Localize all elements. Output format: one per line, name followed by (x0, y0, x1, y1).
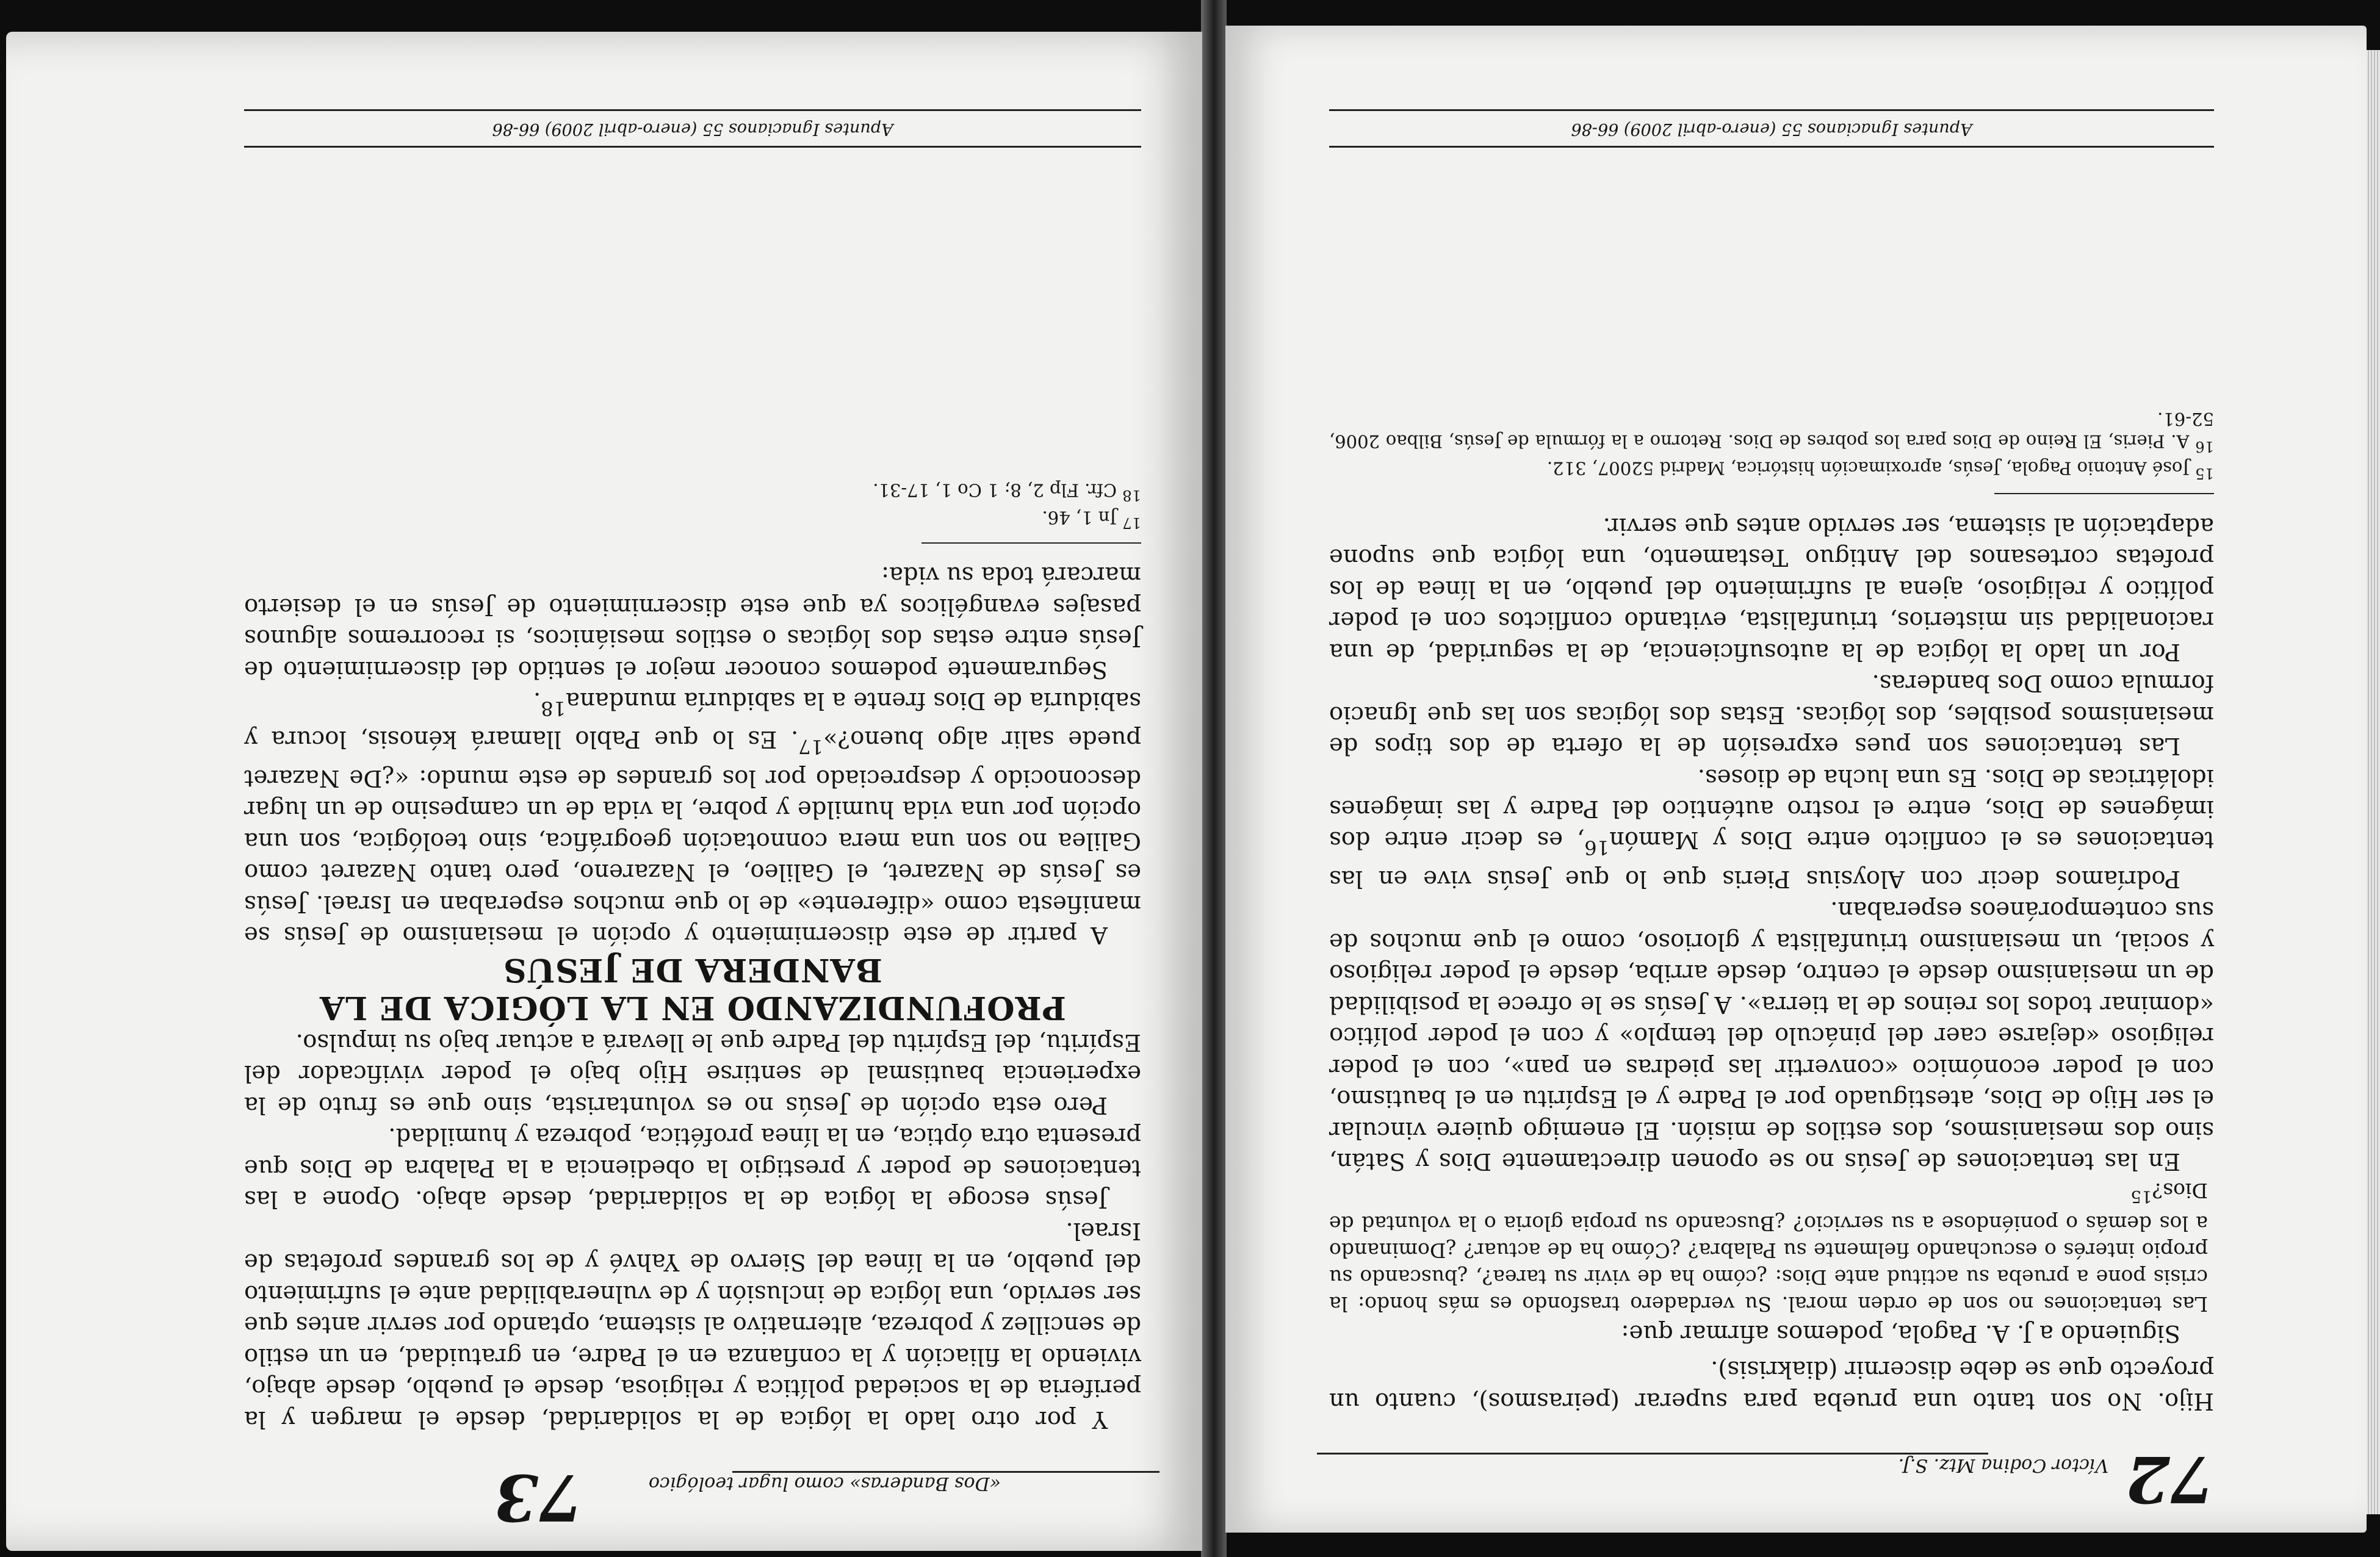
running-head-text: «Dos Banderas» como lugar teológico (648, 1473, 1001, 1494)
footnotes (1329, 408, 2214, 484)
paragraph: Seguramente podemos conocer mejor el sentido del discernimiento de Jesús entre estas dos lógicas o estilos mesiánicos, si recorremos algunos pasajes evangélicos ya que este discernimiento de Jesús en el desierto marcará toda su vida: (244, 561, 1141, 683)
page-footer: Apuntes Ignacianos 55 (enero-abril 2009) 66-86 (1571, 120, 1972, 138)
header-rule (732, 1471, 1159, 1473)
paragraph: Jesús escoge la lógica de la solidaridad, desde abajo. Opone a las tentaciones de poder y prestigio la obediencia a la Palabra de Dios que presenta otra óptica, en la línea profética, pobreza y humildad. (244, 1123, 1141, 1214)
footer-rule (244, 109, 1141, 111)
paragraph-text: Podríamos decir con Aloysius Pieris que lo que Jesús vive en las tentaciones es el conflicto entre Dios y Mamón (1329, 826, 2214, 893)
footnote (244, 506, 1141, 534)
paragraph: Y por otro lado la lógica de la solidaridad, desde el margen y la periferia de la sociedad política y religiosa, desde el pueblo, desde abajo, viviendo la filiación y la confianza en el Padre, en gratuidad, en un estilo de sencillez y pobreza, alternativo al sistema, optando por servir antes que ser servido, una lógica de inclusión y de vulnerabilidad ante el sufrimiento del pueblo, en la línea del Siervo de Yahvé y de los grandes profetas de Israel. (244, 1217, 1141, 1433)
paragraph: Por un lado la lógica de la autosuficiencia, de la seguridad, de una racionalidad sin misterios, triunfalista, evitando conflictos con el poder político y religioso, ajena al sufrimiento del pueblo, en la línea de los profetas cortesanos del Antiguo Testamento, una lógica que supone adaptación al sistema, ser servido antes que servir. (1329, 512, 2214, 666)
section-title: PROFUNDIZANDO EN LA LÓGICA DE LA BANDERA DE JESÚS (319, 951, 1066, 1027)
footnote (244, 480, 1141, 507)
footnote-rule (1994, 493, 2214, 494)
page-footer: Apuntes Ignacianos 55 (enero-abril 2009) 66-86 (492, 120, 893, 138)
footnote-ref: 15 (2130, 1187, 2152, 1207)
footnotes (244, 480, 1141, 534)
footnote-text: José Antonio Pagola, Jesús, aproximación histórica, Madrid 52007, 312. (1546, 458, 2190, 479)
right-running-head (494, 1460, 1001, 1535)
footnote-ref: 16 (1584, 836, 1610, 860)
right-page (6, 32, 1202, 1551)
footnote-number: 16 (2195, 437, 2214, 455)
footnote (1329, 458, 2214, 485)
paragraph: A partir de este discernimiento y opción el mesianismo de Jesús se manifiesta como «diferente» de lo que muchos esperaban en Israel. Jesús es Jesús de Nazaret, el Galileo, el Nazareno, pero tanto Nazaret como Galilea no son una mera connotación geográfica, sino teológica, son una opción por una vida humilde y pobre, la vida de un campesino de un lugar desconocido y despreciado por los grandes de este mundo: «¿De Nazaret puede salir algo bueno?»$^{17}$. Es lo que Pablo llamará kénosis, locura y sabiduría de Dios frente a la sabiduría mundana$^{18}$. (244, 687, 1141, 949)
footnote-text: Jn 1, 46. (1042, 507, 1117, 528)
paragraph: Siguiendo a J. A. Pagola, podemos afirmar que: (1621, 1320, 2180, 1347)
right-body (244, 480, 1141, 1435)
page-number: 72 (2126, 1442, 2214, 1517)
paragraph: Las tentaciones son pues expresión de la oferta de dos tipos de mesianismos posibles, dos lógicas. Estas dos lógicas son las que Ignacio formula como Dos banderas. (1329, 669, 2214, 760)
left-body (1329, 408, 2214, 1417)
footnote-text: A. Pieris, El Reino de Dios para los pobres de Dios. Retorno a la fórmula de Jesús, Bilbao 2006, 52-61. (1329, 408, 2214, 451)
paragraph: Hijo. No son tanto una prueba para superar (peirasmos), cuanto un proyecto que se debe discernir (diakrisis). (1329, 1356, 2214, 1415)
paragraph: En las tentaciones de Jesús no se oponen directamente Dios y Satán, sino dos mesianismos, dos estilos de misión. El enemigo quiere vincular el ser Hijo de Dios, atestiguado por el Padre y el Espíritu en el bautismo, con el poder económico «convertir las piedras en pan», con el poder religioso «dejarse caer del pináculo del templo» y con el poder político «dominar todos los reinos de la tierra». A Jesús se le ofrece la posibilidad de un mesianismo desde el centro, desde arriba, desde el poder religioso y social, un mesianismo triunfalista y glorioso, como el que muchos de sus contemporáneos esperaban. (1329, 896, 2214, 1176)
left-page (1225, 26, 2367, 1533)
footnote-ref: 17 (798, 735, 824, 759)
footnote-number: 18 (1122, 487, 1141, 505)
footnote-number: 17 (1122, 514, 1141, 531)
footnote-ref: 18 (541, 697, 566, 721)
running-head-text: Víctor Codina Mtz. S.J. (1898, 1455, 2109, 1476)
paragraph-text: . Es lo que Pablo llamará kénosis, locura y sabiduría de Dios frente a la sabiduría mundana (244, 687, 1141, 753)
footer-rule (1329, 109, 2214, 111)
footnote-text: Cfr. Flp 2, 8; 1 Co 1, 17-31. (873, 480, 1117, 501)
paragraph-text: , es decir entre dos imágenes de Dios, entre el rostro auténtico del Padre y las imágenes idolátricas de Dios. Es una lucha de dioses. (1329, 763, 2214, 854)
left-running-head (1898, 1442, 2214, 1517)
footnote (1329, 408, 2214, 458)
footnote-number: 15 (2195, 465, 2214, 483)
footer-rule (1329, 146, 2214, 148)
quote-text: Las tentaciones no son de orden moral. Su verdadero trasfondo es más hondo: la crisis pone a prueba su actitud ante Dios: ¿cómo ha de vivir su tarea?, ¿buscando su propio interés o escuchando fielmente su Palabra? ¿Cómo ha de actuar? ¿Dominando a los demás o poniéndose a su servicio? ¿Buscando su propia gloria o la voluntad de Dios? (1329, 1179, 2208, 1317)
paragraph (1329, 761, 2214, 894)
block-quote (1329, 1178, 2214, 1318)
paragraph: Pero esta opción de Jesús no es voluntarista, sino que es fruto de la experiencia bautismal de sentirse Hijo bajo el poder vivificador del Espíritu, del Espíritu del Padre que le llevará a actuar bajo su impulso. (244, 1029, 1141, 1119)
header-rule (1317, 1453, 1988, 1455)
paragraph-text: A partir de este discernimiento y opción el mesianismo de Jesús se manifiesta como «diferente» de lo que muchos esperaban en Israel. Jesús es Jesús de Nazaret, el Galileo, el Nazareno, pero tanto Nazaret como Galilea no son una mera connotación geográfica, sino teológica, son una opción por una vida humilde y pobre, la vida de un campesino de un lugar desconocido y despreciado por los grandes de este mundo: «¿De Nazaret puede salir algo bueno?» (244, 725, 1141, 949)
footnote-rule (921, 542, 1141, 544)
book-gutter (1201, 0, 1227, 1557)
page-number: 73 (494, 1460, 583, 1535)
footer-rule (244, 146, 1141, 148)
